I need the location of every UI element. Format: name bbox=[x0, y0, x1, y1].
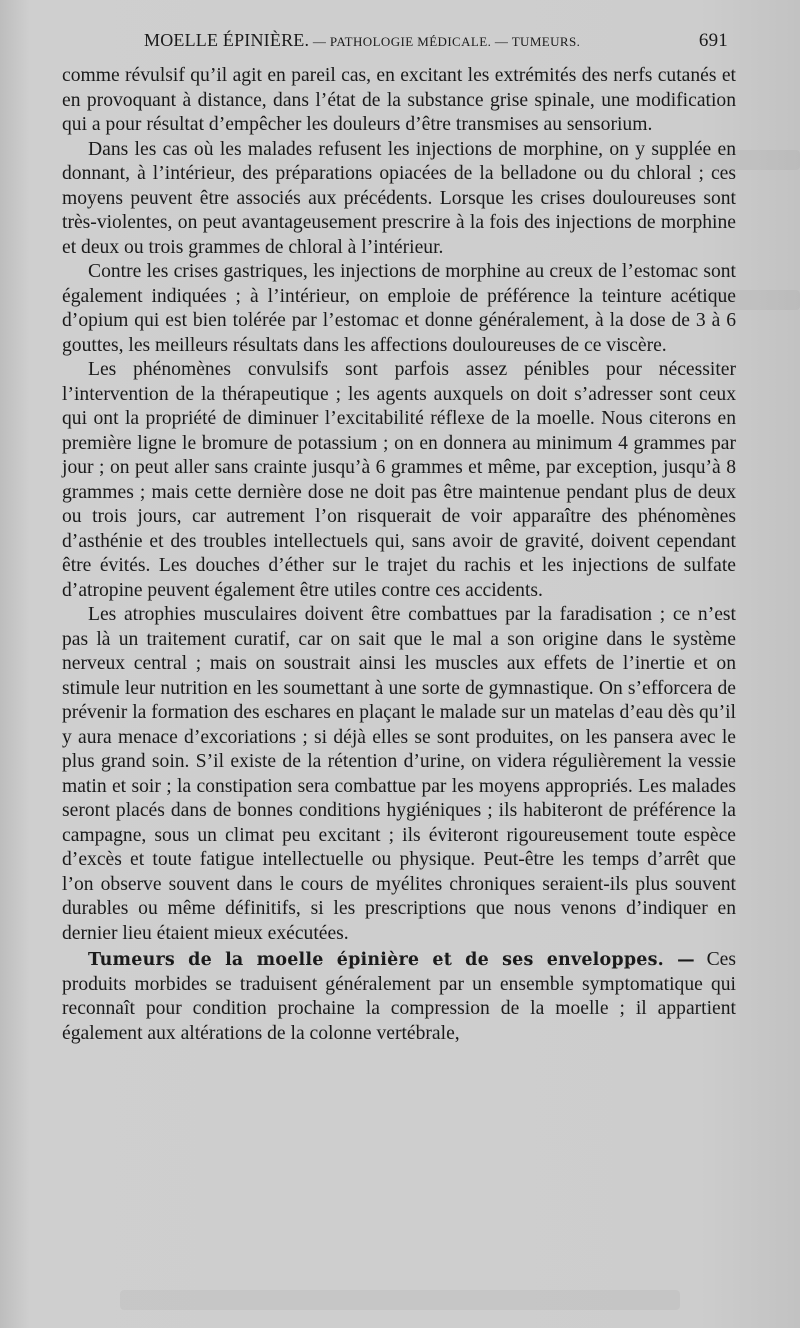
paragraph-1: comme révulsif qu’il agit en pareil cas, en excitant les extrémités des nerfs cutanés et en provoquant à distance, dans l’état de la substance grise spinale, une modification qui a pour résultat d’empêcher les douleurs d’être transmises au sensorium. bbox=[62, 65, 736, 135]
body-text bbox=[62, 64, 736, 1046]
running-head-main: MOELLE ÉPINIÈRE. bbox=[144, 30, 310, 50]
running-head-topic: TUMEURS. bbox=[511, 34, 581, 49]
running-head-sep-1: — bbox=[309, 34, 330, 49]
section-title-dash: — bbox=[663, 950, 695, 970]
section-paragraph bbox=[62, 948, 736, 1046]
paragraph-4: Les phénomènes convulsifs sont parfois assez pénibles pour nécessiter l’intervention de la thérapeutique ; les agents auxquels on doit s’adresser sont ceux qui ont la propriété de diminuer l’excitabilité réflexe de la moelle. Nous citerons en première ligne le bromure de potassium ; on en donnera au minimum 4 grammes par jour ; on peut aller sans crainte jusqu’à 6 grammes et même, par exception, jusqu’à 8 grammes ; mais cette dernière dose ne doit pas être maintenue pendant plus de deux ou trois jours, car autrement l’on risquerait de voir apparaître des phénomènes d’asthénie et des troubles intellectuels qui, sans avoir de gravité, doivent cependant être évités. Les douches d’éther sur le trajet du rachis et les injections de sulfate d’atropine peuvent également être utiles contre ces accidents. bbox=[62, 359, 736, 601]
section-text: Ces produits morbides se traduisent généralement par un ensemble symptomatique qui reconnaît pour condition prochaine la compression de la moelle ; il appartient également aux altérations de la colonne vertébrale, bbox=[62, 949, 736, 1044]
page-number: 691 bbox=[698, 30, 728, 51]
running-head-sep-2: — bbox=[491, 34, 512, 49]
running-head-section: PATHOLOGIE MÉDICALE. bbox=[329, 34, 492, 49]
paragraph-3: Contre les crises gastriques, les injections de morphine au creux de l’estomac sont également indiquées ; à l’intérieur, on emploie de préférence la teinture acétique d’opium qui est bien tolérée par l’estomac et donne généralement, à la dose de 3 à 6 gouttes, les meilleurs résultats dans les affections douloureuses de ce viscère. bbox=[62, 261, 736, 356]
section-title: Tumeurs de la moelle épinière et de ses enveloppes. bbox=[88, 950, 664, 970]
running-head-title bbox=[144, 30, 580, 51]
paragraph-5: Les atrophies musculaires doivent être combattues par la faradisation ; ce n’est pas là un traitement curatif, car on sait que le mal a son origine dans le système nerveux central ; mais on soustrait ainsi les muscles aux effets de l’inertie et on stimule leur nutrition en les soumettant à une sorte de gymnastique. On s’efforcera de prévenir la formation des eschares en plaçant le malade sur un matelas d’eau dès qu’il y aura menace d’excoriations ; si déjà elles se sont produites, on les pansera avec le plus grand soin. S’il existe de la rétention d’urine, on videra régulièrement la vessie matin et soir ; la constipation sera combattue par les moyens appropriés. Les malades seront placés dans de bonnes conditions hygiéniques ; ils habiteront de préférence la campagne, sous un climat peu excitant ; ils éviteront rigoureusement toute espèce d’excès et toute fatigue intellectuelle ou physique. Peut-être les temps d’arrêt que l’on observe souvent dans le cours de myélites chroniques seraient-ils plus souvent durables ou même définitifs, si les prescriptions que nous venons d’indiquer en dernier lieu étaient mieux exécutées. bbox=[62, 604, 736, 944]
running-head bbox=[60, 30, 740, 56]
paragraph-2: Dans les cas où les malades refusent les injections de morphine, on y supplée en donnant, à l’intérieur, des préparations opiacées de la belladone ou du chloral ; ces moyens peuvent être associés aux précédents. Lorsque les crises douloureuses sont très-violentes, on peut avantageusement prescrire à la fois des injections de morphine et deux ou trois grammes de chloral à l’intérieur. bbox=[62, 138, 736, 258]
show-through-mark bbox=[120, 1290, 680, 1310]
